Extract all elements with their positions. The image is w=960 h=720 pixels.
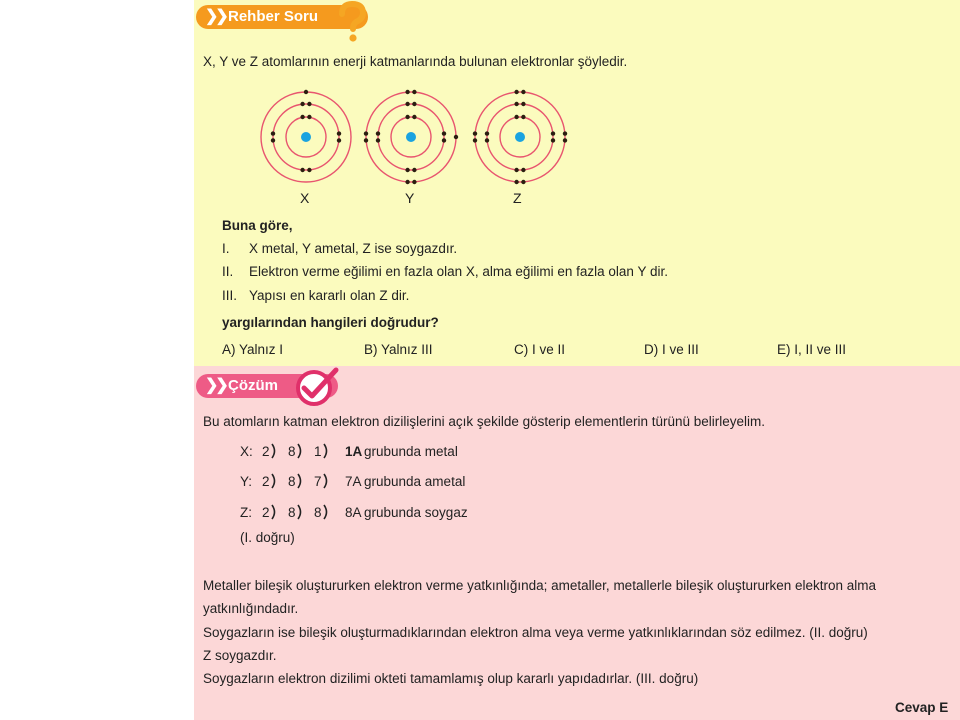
electron-dot <box>485 131 489 135</box>
config-z-shell-3: 8 <box>314 505 322 520</box>
electron-dot <box>412 90 416 94</box>
statement-2-text: Elektron verme eğilimi en fazla olan X, alma eğilimi en fazla olan Y dir. <box>249 264 668 279</box>
question-intro: Buna göre, <box>222 218 293 233</box>
electron-dot <box>307 115 311 119</box>
config-z-group: 8A <box>345 505 362 520</box>
config-x-shell-1: 2 <box>262 444 270 459</box>
solution-paragraph-4: Z soygazdır. <box>203 648 277 663</box>
electron-dot <box>514 102 518 106</box>
nucleus <box>515 132 525 142</box>
electron-dot <box>364 131 368 135</box>
electron-dot <box>307 168 311 172</box>
shell-brackets <box>270 442 340 526</box>
electron-dot <box>304 90 308 94</box>
electron-dot <box>521 115 525 119</box>
solution-paragraph-5: Soygazların elektron dizilimi okteti tamamlamış olup kararlı yapıdadırlar. (III. doğru) <box>203 671 699 686</box>
solution-paragraph-2: yatkınlığındadır. <box>203 601 299 616</box>
electron-dot <box>521 168 525 172</box>
electron-dot <box>405 90 409 94</box>
electron-dot <box>412 115 416 119</box>
electron-dot <box>405 180 409 184</box>
note-statement-1-correct: (I. doğru) <box>240 530 295 545</box>
electron-dot <box>473 131 477 135</box>
electron-dot <box>412 168 416 172</box>
electron-dot <box>337 131 341 135</box>
electron-dot <box>442 138 446 142</box>
atom-label-y: Y <box>405 190 415 206</box>
electron-dot <box>442 131 446 135</box>
electron-dot <box>307 102 311 106</box>
electron-dot <box>337 138 341 142</box>
option-b: B) Yalnız III <box>364 342 433 357</box>
electron-dot <box>300 115 304 119</box>
question-mark-icon <box>334 0 370 44</box>
electron-dot <box>514 90 518 94</box>
checkmark-icon <box>292 366 342 410</box>
statement-3-text: Yapısı en kararlı olan Z dir. <box>249 288 410 303</box>
electron-dot <box>376 138 380 142</box>
nucleus <box>301 132 311 142</box>
config-x-shell-3: 1 <box>314 444 322 459</box>
electron-dot <box>405 115 409 119</box>
atom-label-x: X <box>300 190 310 206</box>
solution-header-label: Çözüm <box>228 377 278 394</box>
electron-dot <box>514 180 518 184</box>
statement-3-number: III. <box>222 288 238 303</box>
solution-paragraph-3: Soygazların ise bileşik oluşturmadıklarından elektron alma veya verme yatkınlıklarından söz edilmez. (II. doğru) <box>203 625 868 640</box>
option-d: D) I ve III <box>644 342 699 357</box>
electron-dot <box>551 131 555 135</box>
config-x-desc: grubunda metal <box>364 444 458 459</box>
electron-dot <box>412 180 416 184</box>
option-e: E) I, II ve III <box>777 342 847 357</box>
config-label-z: Z: <box>240 505 252 520</box>
config-y-shell-2: 8 <box>288 474 296 489</box>
electron-dot <box>473 138 477 142</box>
config-y-shell-3: 7 <box>314 474 322 489</box>
question-prompt: yargılarından hangileri doğrudur? <box>222 315 439 330</box>
config-y-shell-1: 2 <box>262 474 270 489</box>
electron-dot <box>412 102 416 106</box>
double-chevron-icon: ❯❯ <box>205 377 226 394</box>
electron-dot <box>485 138 489 142</box>
electron-dot <box>514 115 518 119</box>
atom-label-z: Z <box>513 190 522 206</box>
double-chevron-icon: ❯❯ <box>205 8 226 25</box>
electron-dot <box>271 131 275 135</box>
electron-dot <box>514 168 518 172</box>
electron-dot <box>376 131 380 135</box>
answer-label: Cevap E <box>895 700 949 715</box>
config-label-x: X: <box>240 444 253 459</box>
electron-dot <box>454 135 458 139</box>
statement-2-number: II. <box>222 264 234 279</box>
config-x-shell-2: 8 <box>288 444 296 459</box>
config-label-y: Y: <box>240 474 253 489</box>
electron-dot <box>521 102 525 106</box>
statement-1-text: X metal, Y ametal, Z ise soygazdır. <box>249 241 458 256</box>
statement-1-number: I. <box>222 241 230 256</box>
electron-dot <box>364 138 368 142</box>
electron-dot <box>300 102 304 106</box>
electron-dot <box>521 180 525 184</box>
config-z-shell-1: 2 <box>262 505 270 520</box>
question-stem: X, Y ve Z atomlarının enerji katmanlarında bulunan elektronlar şöyledir. <box>203 54 628 69</box>
option-a: A) Yalnız I <box>222 342 284 357</box>
config-z-desc: grubunda soygaz <box>364 505 468 520</box>
solution-intro: Bu atomların katman elektron dizilişlerini açık şekilde gösterip elementlerin türünü belirleyelim. <box>203 414 766 429</box>
electron-dot <box>271 138 275 142</box>
option-c: C) I ve II <box>514 342 566 357</box>
config-z-shell-2: 8 <box>288 505 296 520</box>
electron-dot <box>405 168 409 172</box>
solution-paragraph-1: Metaller bileşik oluştururken elektron verme yatkınlığında; ametaller, metallerle bileşik oluştururken elektron alma <box>203 578 877 593</box>
nucleus <box>406 132 416 142</box>
config-x-group: 1A <box>345 444 363 459</box>
electron-dot <box>405 102 409 106</box>
electron-dot <box>300 168 304 172</box>
electron-dot <box>551 138 555 142</box>
electron-dot <box>563 131 567 135</box>
electron-dot <box>563 138 567 142</box>
config-y-group: 7A <box>345 474 362 489</box>
config-y-desc: grubunda ametal <box>364 474 466 489</box>
question-header-label: Rehber Soru <box>228 8 319 25</box>
electron-dot <box>521 90 525 94</box>
